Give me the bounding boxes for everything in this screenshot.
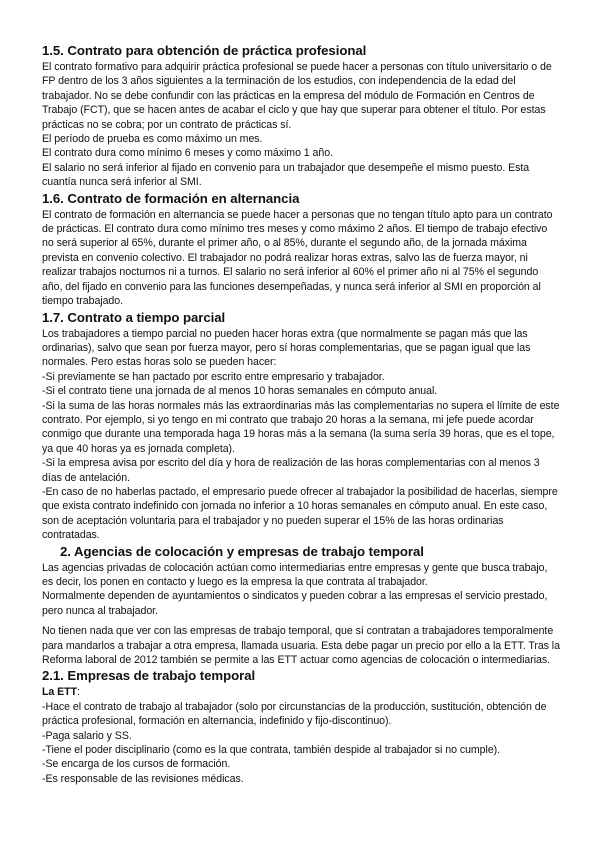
list-item: -Si la suma de las horas normales más las extraordinarias más las complementarias no supera el límite de este contrato. Por ejemplo, si yo tengo en mi contrato que trabajo 20 horas a la semana, mi jefe puede acordar conmigo que durante una temporada haga 19 horas más a la semana (la suma sería 39 horas, que es el tope, ya que 40 horas ya es jornada completa). [42, 399, 560, 455]
paragraph: Normalmente dependen de ayuntamientos o sindicatos y pueden cobrar a las empresas el servicio prestado, pero nunca al trabajador. [42, 590, 548, 617]
paragraph: El contrato formativo para adquirir práctica profesional se puede hacer a personas con título universitario o de FP dentro de los 3 años siguientes a la terminación de los estudios, con independencia de la edad del trabajador. No se debe confundir con las prácticas en la empresa del módulo de Formación en Centros de Trabajo (FCT), que se hacen antes de acabar el ciclo y que hay que superar para obtener el título. Por estas prácticas no se cobra; por un contrato de prácticas sí. [42, 61, 552, 131]
ett-label-line [42, 685, 560, 699]
list-item: -Si la empresa avisa por escrito del día y hora de realización de las horas complementarias con al menos 3 días de antelación. [42, 457, 540, 484]
paragraph: El contrato dura como mínimo 6 meses y como máximo 1 año. [42, 147, 333, 160]
section-heading: 2.1. Empresas de trabajo temporal [42, 668, 256, 684]
section-2-1 [42, 667, 560, 786]
paragraph: Los trabajadores a tiempo parcial no pueden hacer horas extra (que normalmente se pagan más que las ordinarias), salvo que sean por fuerza mayor, pero sí horas complementarias, que se pagan igual que las normales. Pero estas horas solo se pueden hacer: [42, 327, 531, 369]
paragraph: El salario no será inferior al fijado en convenio para un trabajador que desempeñe el mismo puesto. Esta cuantía nunca será inferior al SMI. [42, 161, 530, 189]
section-1-7 [42, 309, 560, 543]
list-item: -Si el contrato tiene una jornada de al menos 10 horas semanales en cómputo anual. [42, 385, 438, 398]
list-item: -Hace el contrato de trabajo al trabajador (solo por circunstancias de la producción, sustitución, obtención de práctica profesional, formación en alternancia, indefinido y fijo-discontinuo). [42, 700, 547, 728]
section-heading: 2. Agencias de colocación y empresas de trabajo temporal [60, 543, 424, 559]
list-item: -Si previamente se han pactado por escrito entre empresario y trabajador. [42, 370, 385, 383]
list-item: -Tiene el poder disciplinario (como es la que contrata, también despide al trabajador si no cumple). [42, 744, 501, 757]
ett-label-colon: : [77, 686, 80, 699]
list-item: -En caso de no haberlas pactado, el empresario puede ofrecer al trabajador la posibilidad de hacerlas, siempre que exista contrato indefinido con jornada no inferior a 10 horas semanales en cómputo anual. En este caso, son de aceptación voluntaria para el trabajador y no pueden superar el 15% de las horas ordinarias contratadas. [42, 485, 558, 542]
section-heading: 1.7. Contrato a tiempo parcial [42, 309, 226, 325]
paragraph: El período de prueba es como máximo un mes. [42, 133, 263, 146]
list-item: -Se encarga de los cursos de formación. [42, 758, 231, 771]
section-1-6 [42, 190, 560, 309]
section-2 [42, 543, 560, 668]
paragraph: El contrato de formación en alternancia se puede hacer a personas que no tengan título apto para un contrato de prácticas. El contrato dura como mínimo tres meses y como máximo 2 años. El tiempo de trabajo efectivo no será superior al 65%, durante el primer año, o al 85%, durante el segundo año, de la jornada máxima prevista en convenio colectivo. El trabajador no podrá realizar horas extras, salvo las de fuerza mayor, ni realizar trabajos nocturnos ni a turnos. El salario no será inferior al 60% el primer año ni al 75% el segundo año, del fijado en convenio para las funciones desempeñadas, y nunca será inferior al SMI en proporción al tiempo trabajado. [42, 208, 553, 308]
paragraph: Las agencias privadas de colocación actúan como intermediarias entre empresas y gente que busca trabajo, es decir, los ponen en contacto y luego es la empresa la que contrata al trabajador. [42, 561, 548, 588]
ett-label: La ETT [42, 686, 78, 699]
list-item: -Es responsable de las revisiones médicas. [42, 772, 244, 785]
paragraph: No tienen nada que ver con las empresas de trabajo temporal, que sí contratan a trabajadores temporalmente para mandarlos a trabajar a otra empresa, llamada usuaria. Esta debe pagar un precio por ello a la ETT. Tras la Reforma laboral de 2012 también se permite a las ETT actuar como agencias de colocación o intermediarias. [42, 625, 560, 667]
section-1-5 [42, 42, 560, 190]
list-item: -Paga salario y SS. [42, 729, 132, 742]
section-heading: 1.6. Contrato de formación en alternancia [42, 190, 300, 206]
section-heading: 1.5. Contrato para obtención de práctica profesional [42, 43, 367, 58]
